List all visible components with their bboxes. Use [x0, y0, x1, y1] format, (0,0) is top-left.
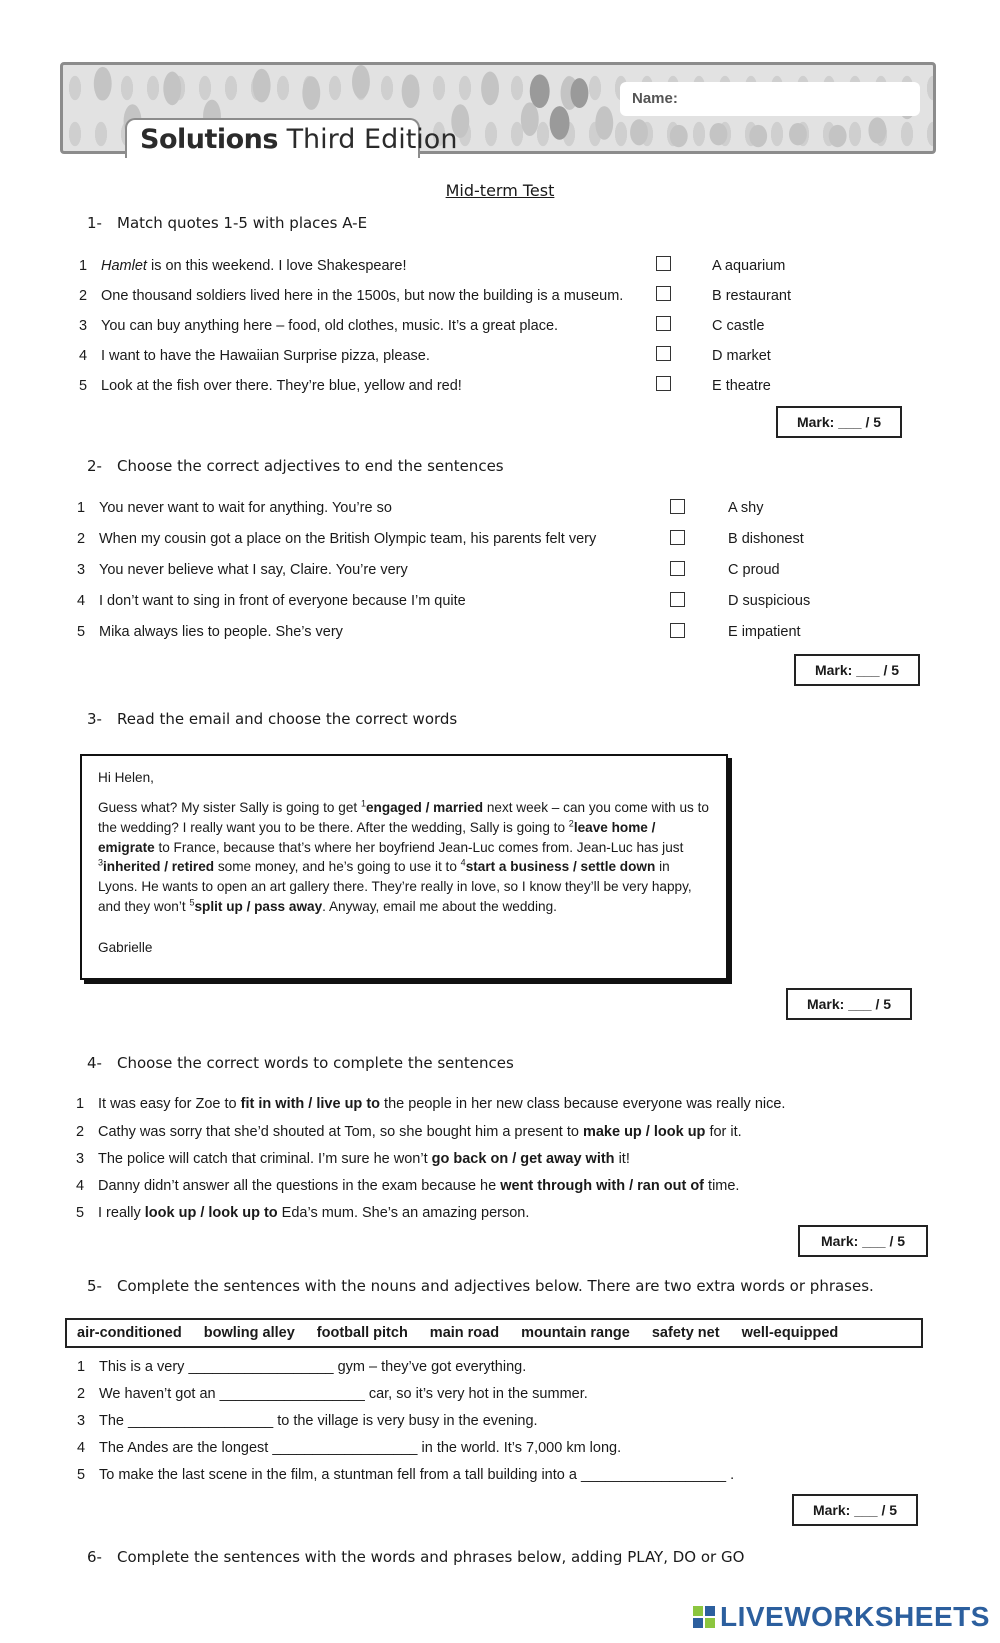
item-text: One thousand soldiers lived here in the 1500s, but now the building is a museum. [101, 288, 624, 304]
answer-checkbox[interactable] [670, 499, 685, 514]
item-rest: is on this weekend. I love Shakespeare! [146, 258, 407, 274]
answer-checkbox[interactable] [656, 346, 671, 361]
email-text-part: next week – can you come with us to the wedding? I really want you to be there. After the wedding, Sally is going to [98, 800, 709, 835]
text-part: car, so it’s very hot in the summer. [364, 1386, 588, 1402]
item-number: 2 [76, 1124, 85, 1140]
brand-title [140, 124, 457, 155]
answer-checkbox[interactable] [656, 376, 671, 391]
email-text-part: to France, because that’s where her boyfriend Jean-Luc comes from. Jean-Luc has just [154, 839, 684, 855]
item-text: When my cousin got a place on the British Olympic team, his parents felt very [99, 531, 597, 547]
text-part: The police will catch that criminal. I’m sure he won’t [98, 1151, 432, 1167]
section-text: Complete the sentences with the words and phrases below, adding PLAY, DO or GO [117, 1548, 745, 1566]
word-bank-item: safety net [651, 1325, 720, 1341]
gap-choice[interactable]: leave home / emigrate [98, 819, 656, 855]
section-6-heading [87, 1548, 744, 1566]
liveworksheets-logo [692, 1601, 990, 1633]
logo-text: LIVEWORKSHEETS [720, 1601, 990, 1632]
item-number: 4 [79, 348, 88, 364]
item-number: 1 [76, 1096, 85, 1112]
text-part: Eda’s mum. She’s an amazing person. [277, 1205, 530, 1221]
section-number: 1- [87, 214, 102, 232]
text-part: . [726, 1467, 735, 1483]
item-number: 3 [76, 1151, 85, 1167]
liveworksheets-logo-icon [692, 1604, 716, 1628]
text-part: it! [614, 1151, 630, 1167]
answer-checkbox[interactable] [656, 316, 671, 331]
section-3-heading [87, 710, 457, 728]
answer-blank[interactable]: __________________ [580, 1467, 727, 1483]
item-number: 5 [77, 624, 86, 640]
option-label: E theatre [712, 378, 771, 394]
item-text [99, 1440, 621, 1456]
item-text [98, 1124, 742, 1140]
word-bank-item: bowling alley [203, 1325, 295, 1341]
word-bank-item: football pitch [316, 1325, 408, 1341]
item-text [98, 1096, 785, 1112]
option-label: D suspicious [728, 593, 811, 609]
word-choice[interactable]: look up / look up to [144, 1205, 278, 1221]
item-number: 4 [76, 1178, 85, 1194]
answer-checkbox[interactable] [656, 256, 671, 271]
item-number: 5 [77, 1467, 86, 1483]
item-text [98, 1205, 529, 1221]
item-text [99, 1467, 734, 1483]
italic-title: Hamlet [101, 258, 147, 274]
word-choice[interactable]: go back on / get away with [431, 1151, 615, 1167]
mark-box: Mark: ___ / 5 [792, 1494, 918, 1526]
item-number: 3 [77, 562, 86, 578]
item-number: 5 [79, 378, 88, 394]
option-label: A aquarium [712, 258, 786, 274]
word-bank [65, 1318, 923, 1348]
section-text: Choose the correct adjectives to end the sentences [117, 457, 504, 475]
item-text [98, 1178, 739, 1194]
gap-choice[interactable]: start a business / settle down [465, 859, 656, 875]
word-bank-item: main road [429, 1325, 500, 1341]
gap-choice[interactable]: inherited / retired [103, 859, 215, 875]
item-number: 1 [79, 258, 88, 274]
section-number: 6- [87, 1548, 102, 1566]
text-part: Cathy was sorry that she’d shouted at Tom, so she bought him a present to [98, 1124, 583, 1140]
email-box [80, 754, 728, 980]
text-part: the people in her new class because everyone was really nice. [380, 1096, 786, 1112]
text-part: time. [704, 1178, 740, 1194]
section-text: Choose the correct words to complete the sentences [117, 1054, 514, 1072]
mark-box: Mark: ___ / 5 [776, 406, 902, 438]
item-number: 4 [77, 1440, 86, 1456]
option-label: A shy [728, 500, 764, 516]
option-label: B restaurant [712, 288, 791, 304]
item-number: 1 [77, 500, 86, 516]
item-number: 4 [77, 593, 86, 609]
section-5-heading [87, 1277, 874, 1295]
text-part: to the village is very busy in the evening. [273, 1413, 538, 1429]
item-text [99, 1386, 588, 1402]
item-text [101, 258, 406, 274]
item-number: 5 [76, 1205, 85, 1221]
gap-choice[interactable]: engaged / married [365, 800, 484, 815]
item-number: 2 [79, 288, 88, 304]
option-label: E impatient [728, 624, 801, 640]
gap-number: 3 [98, 857, 104, 868]
item-text: You never want to wait for anything. You’re so [99, 500, 392, 516]
section-number: 2- [87, 457, 102, 475]
section-text: Match quotes 1-5 with places A-E [117, 214, 368, 232]
item-number: 2 [77, 1386, 86, 1402]
word-choice[interactable]: make up / look up [582, 1124, 706, 1140]
answer-checkbox[interactable] [670, 623, 685, 638]
answer-checkbox[interactable] [670, 561, 685, 576]
answer-checkbox[interactable] [656, 286, 671, 301]
answer-blank[interactable]: __________________ [272, 1440, 418, 1456]
section-2-heading [87, 457, 504, 475]
option-label: D market [712, 348, 771, 364]
gap-choice[interactable]: split up / pass away [194, 898, 323, 914]
item-text [98, 1151, 630, 1167]
email-signature: Gabrielle [98, 940, 153, 955]
email-text-part: in Lyons. He wants to open an art gallery there. They’re really in love, so I know they’ll be very happy, and they won’t [98, 859, 692, 914]
answer-blank[interactable]: __________________ [219, 1386, 365, 1402]
text-part: The [99, 1413, 129, 1429]
option-label: C proud [728, 562, 780, 578]
email-text-part: Guess what? My sister Sally is going to get [98, 800, 361, 815]
item-text: You never believe what I say, Claire. You’re very [99, 562, 408, 578]
option-label: B dishonest [728, 531, 804, 547]
item-number: 3 [77, 1413, 86, 1429]
option-label: C castle [712, 318, 765, 334]
item-text: I want to have the Hawaiian Surprise pizza, please. [101, 348, 430, 364]
item-number: 2 [77, 531, 86, 547]
section-number: 5- [87, 1277, 102, 1295]
text-part: I really [98, 1205, 145, 1221]
section-text: Complete the sentences with the nouns and adjectives below. There are two extra words or phrases. [117, 1277, 874, 1295]
item-number: 1 [77, 1359, 86, 1375]
section-number: 3- [87, 710, 102, 728]
word-bank-item: well-equipped [741, 1325, 839, 1341]
answer-checkbox[interactable] [670, 530, 685, 545]
section-4-heading [87, 1054, 514, 1072]
word-bank-item: air-conditioned [77, 1325, 182, 1341]
gap-number: 5 [189, 897, 195, 908]
text-part: This is a very [99, 1359, 189, 1375]
mark-box: Mark: ___ / 5 [786, 988, 912, 1020]
text-part: To make the last scene in the film, a stuntman fell from a tall building into a [99, 1467, 581, 1483]
text-part: in the world. It’s 7,000 km long. [417, 1440, 622, 1456]
gap-number: 1 [360, 798, 366, 809]
answer-checkbox[interactable] [670, 592, 685, 607]
word-choice[interactable]: went through with / ran out of [500, 1178, 705, 1194]
page-title: Mid-term Test [445, 181, 555, 200]
gap-number: 2 [568, 818, 574, 829]
email-greeting: Hi Helen, [98, 770, 154, 785]
item-text: I don’t want to sing in front of everyone because I’m quite [99, 593, 466, 609]
text-part: Danny didn’t answer all the questions in the exam because he [98, 1178, 501, 1194]
item-text [99, 1413, 538, 1429]
item-text: You can buy anything here – food, old clothes, music. It’s a great place. [101, 318, 559, 334]
mark-box: Mark: ___ / 5 [798, 1225, 928, 1257]
text-part: gym – they’ve got everything. [333, 1359, 527, 1375]
answer-blank[interactable]: __________________ [188, 1359, 334, 1375]
brand-bold: Solutions [140, 124, 278, 155]
email-text-part: some money, and he’s going to use it to [214, 859, 461, 875]
text-part: We haven’t got an [99, 1386, 220, 1402]
name-label: Name: [632, 90, 678, 107]
section-text: Read the email and choose the correct words [117, 710, 458, 728]
item-text [99, 1359, 526, 1375]
answer-blank[interactable]: __________________ [128, 1413, 274, 1429]
word-choice[interactable]: fit in with / live up to [240, 1096, 381, 1112]
item-text: Mika always lies to people. She’s very [99, 624, 343, 640]
text-part: The Andes are the longest [99, 1440, 273, 1456]
section-number: 4- [87, 1054, 102, 1072]
mark-box: Mark: ___ / 5 [794, 654, 920, 686]
section-1-heading [87, 214, 367, 232]
brand-rest: Third Edition [277, 124, 458, 155]
item-text: Look at the fish over there. They’re blue, yellow and red! [101, 378, 462, 394]
email-body [98, 798, 712, 917]
item-number: 3 [79, 318, 88, 334]
text-part: for it. [705, 1124, 742, 1140]
word-bank-item: mountain range [521, 1325, 630, 1341]
gap-number: 4 [460, 857, 466, 868]
text-part: It was easy for Zoe to [98, 1096, 241, 1112]
email-text-part: . Anyway, email me about the wedding. [322, 898, 557, 914]
